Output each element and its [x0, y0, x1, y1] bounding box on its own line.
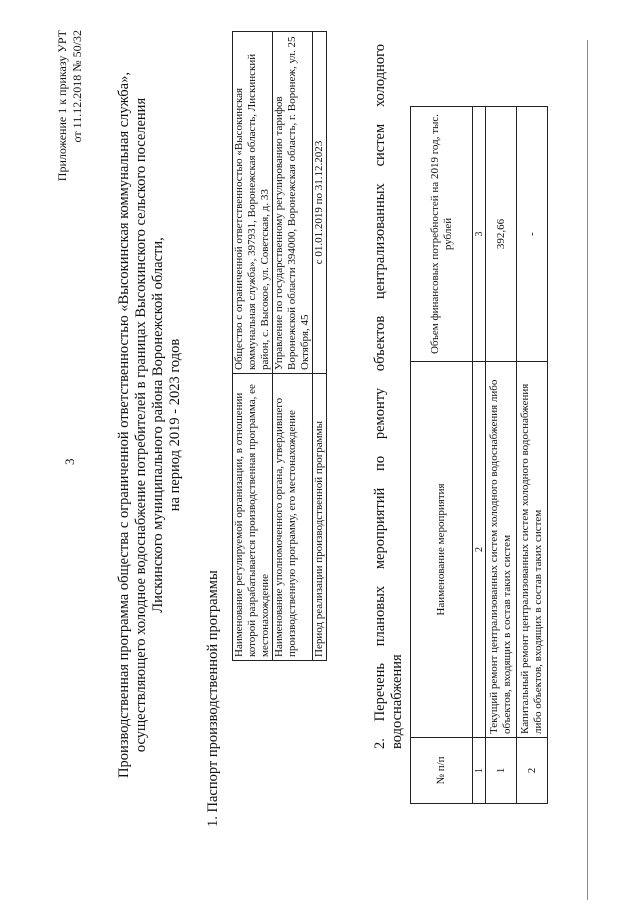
title-line-4: на период 2019 - 2023 годов [167, 338, 183, 512]
repair-measures-table [410, 106, 548, 804]
appendix-note [55, 30, 85, 205]
row-name: Текущий ремонт централизованных систем холодного водоснабжения либо объектов, входящих в состав таких систем [486, 362, 517, 738]
table-row [486, 107, 517, 804]
header-name: Наименование мероприятия [411, 362, 473, 738]
row-num: 2 [517, 738, 548, 804]
passport-row-authority [273, 32, 313, 661]
section-2-heading-line-2: водоснабжения [389, 654, 405, 749]
appendix-line-1: Приложение 1 к приказу УРТ [55, 30, 69, 182]
title-line-2: осуществляющего холодное водоснабжение потребителей в границах Высокинского сельского поселения [133, 97, 149, 753]
passport-label: Наименование регулируемой организации, в отношении которой разрабатывается производственная программа, ее местонахождение [233, 374, 273, 661]
row-num: 1 [486, 738, 517, 804]
column-number-row [473, 107, 486, 804]
header-cost: Объем финансовых потребностей на 2019 год, тыс. рублей [411, 107, 473, 362]
passport-label: Период реализации производственной программы [313, 374, 327, 661]
passport-row-organization [233, 32, 273, 661]
passport-table [232, 31, 327, 661]
row-cost: - [517, 107, 548, 362]
page-number: 3 [62, 458, 77, 465]
section-2-heading-line-1: 2. Перечень плановых мероприятий по ремонту объектов централизованных систем холодного [372, 44, 388, 749]
passport-value: Общество с ограниченной ответственностью «Высокинская коммунальная служба», 397931, Воронежская область, Лискинский район, с. Высокое, ул. Советская, д. 33 [233, 32, 273, 374]
document-title [116, 55, 184, 795]
passport-label: Наименование уполномоченного органа, утвердившего производственную программу, его местонахождение [273, 374, 313, 661]
title-line-3: Лискинского муниципального района Воронежской области, [150, 237, 166, 613]
passport-value: Управление по государственному регулированию тарифов Воронежской области 394000, Воронежская область, г. Воронеж, ул. 25 Октября, 45 [273, 32, 313, 374]
column-number: 1 [473, 738, 486, 804]
section-1-heading: 1. Паспорт производственной программы [205, 570, 221, 827]
header-num: № п/п [411, 738, 473, 804]
passport-row-period [313, 32, 327, 661]
title-line-1: Производственная программа общества с ограниченной ответственностью «Высокинская коммунальная служба», [116, 72, 132, 779]
page-bottom-rule [587, 40, 588, 900]
passport-value: с 01.01.2019 по 31.12.2023 [313, 32, 327, 374]
row-cost: 392,66 [486, 107, 517, 362]
section-2-heading [372, 44, 406, 749]
table-row [517, 107, 548, 804]
table-header-row [411, 107, 473, 804]
column-number: 3 [473, 107, 486, 362]
column-number: 2 [473, 362, 486, 738]
appendix-line-2: от 11.12.2018 № 50/32 [70, 30, 84, 143]
row-name: Капитальный ремонт централизованных систем холодного водоснабжения либо объектов, входящих в состав таких систем [517, 362, 548, 738]
